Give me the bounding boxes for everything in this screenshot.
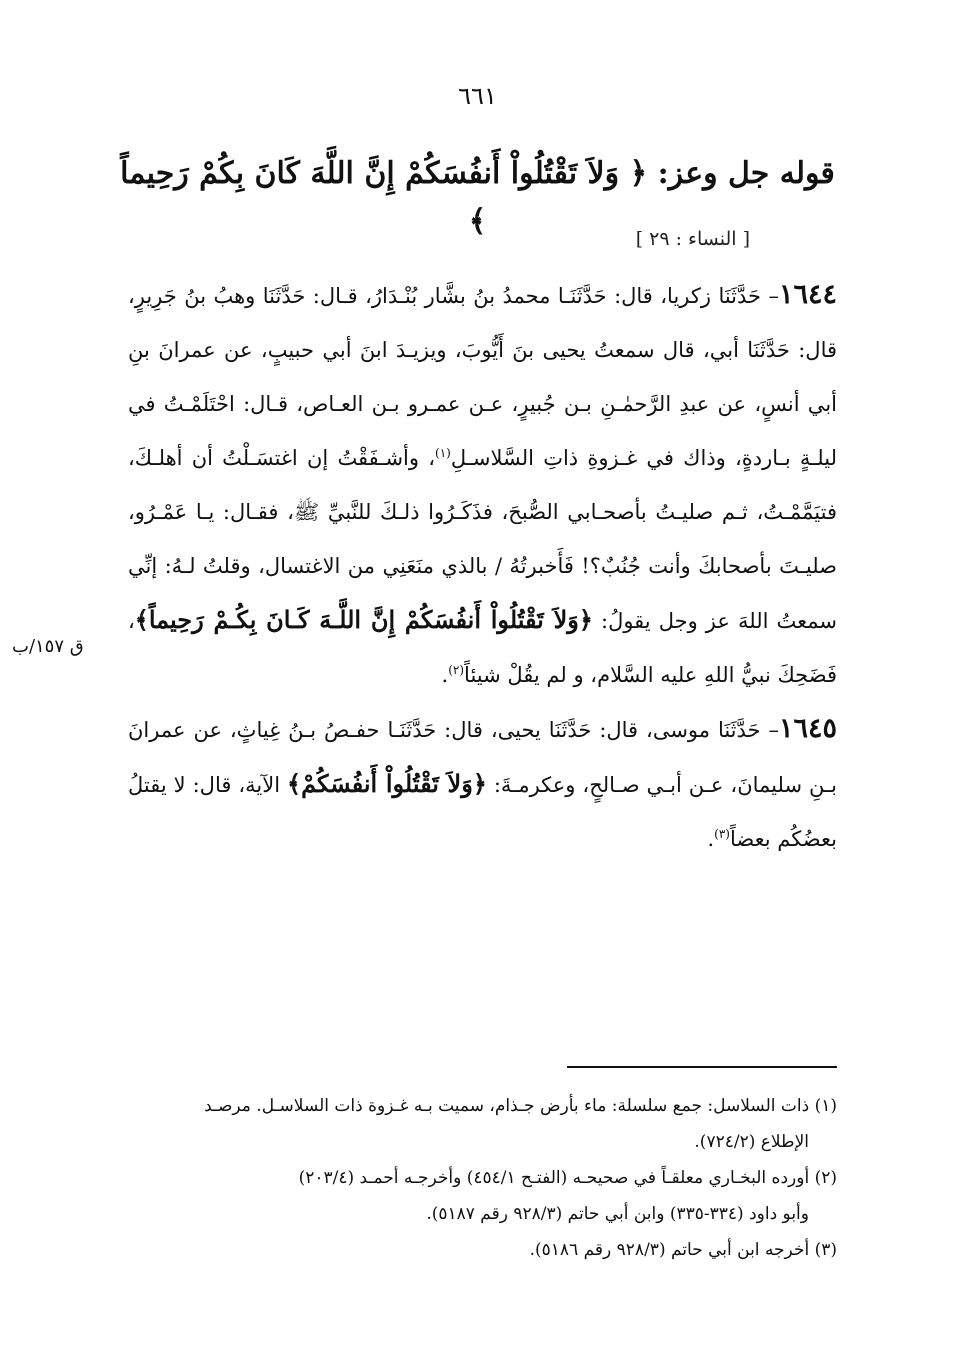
page-number: ٦٦١ — [458, 82, 497, 110]
hadith-text: ، فَضَحِكَ نبيُّ اللهِ عليه السَّلام، و لم يقُلْ شيئاً — [128, 609, 837, 687]
hadith-number: ١٦٤٤ — [778, 279, 837, 310]
footnote-3 — [130, 1232, 837, 1268]
footnote-text: (٣) أخرجه ابن أبي حاتم (٩٢٨/٣ رقم ٥١٨٦). — [529, 1240, 837, 1260]
footnote-1 — [130, 1088, 837, 1124]
footnote-text: (٢) أورده البخـاري معلقـاً في صحيحـه (الفتـح ٤٥٤/١) وأخرجـه أحمـد (٢٠٣/٤) — [298, 1168, 837, 1188]
footnote-divider — [567, 1066, 837, 1068]
quran-verse: ﴿وَلاَ تَقْتُلُواْ أَنفُسَكُمْ إِنَّ اللَّـهَ كَـانَ بِكُـمْ رَحِيماً﴾ — [134, 605, 593, 634]
footnote-1-cont — [130, 1124, 837, 1160]
footnote-2-cont — [130, 1196, 837, 1232]
footnote-marker[interactable]: (٢) — [448, 663, 465, 677]
footnote-text: وأبو داود (٣٣٤-٣٣٥) وابن أبي حاتم (٩٢٨/٣ رقم ٥١٨٧). — [426, 1204, 809, 1224]
hadith-text: – حَدَّثَنَا موسى، قال: حَدَّثَنَا يحيى، قال: حَدَّثَنَـا حفـصُ بـنُ غِياثٍ، عن عمرانَ بـنِ سليمانَ، عـن أبـي صـالحٍ، وعكرمـةَ: — [128, 718, 837, 797]
footnote-2 — [130, 1160, 837, 1196]
hadith-1645 — [128, 702, 837, 866]
footnote-text: الإطلاع (٧٢٤/٢). — [694, 1132, 809, 1152]
manuscript-margin-note: ق ١٥٧/ب — [12, 636, 84, 657]
hadith-text: ، وأشـفَقْتُ إن اغتسَـلْتُ أن أهلـكَ، فتيَمَّمْـتُ، ثـم صليـتُ بأصحـابي الصُّبحَ، فذَكَـرُوا ذلـكَ للنَّبيِّ ﷺ، فقـال: يـا عَمْـرُو، صليـتَ بأصحابكَ وأنت جُنُبٌ؟! فَأَخبرتُهُ / بالذي منَعَنِي من الاغتسال، وقلتُ لـهُ: إنِّي سمعتُ اللهَ عز وجل يقولُ: — [128, 446, 837, 633]
hadith-number: ١٦٤٥ — [778, 713, 837, 744]
hadith-text: الآية، قال: لا يقتلُ بعضُكُم بعضاً — [128, 773, 837, 851]
main-text — [128, 268, 837, 866]
hadith-text-end: . — [707, 827, 715, 851]
hadith-text: – حَدَّثَنَا زكريا، قال: حَدَّثَنَـا محمدُ بنُ بشَّار بُنْـدَارُ، قـال: حَدَّثَنَا وهبُ بنُ جَرِيرٍ، قال: حَدَّثَنَا أبي، قال سمعتُ يحيى بنَ أَيُّوبَ، ويزيـدَ ابنَ أبي حبيبٍ، عن عمرانَ بنِ أبي أنسٍ، عن عبدِ الرَّحمٰـنِ بـن جُبيرٍ، عـن عمـرو بـن العـاص، قـال: احْتَلَمْـتُ في ليلـةٍ بـاردةٍ، وذاك في غـزوةِ ذاتِ السَّلاسـلِ — [128, 284, 837, 470]
hadith-1644 — [128, 268, 837, 702]
footnote-text: (١) ذات السلاسل: جمع سلسلة: ماء بأرض جـذام، سميت بـه غـزوة ذات السلاسـل. مرصـد — [204, 1096, 837, 1116]
chapter-heading: قوله جل وعز: ﴿ وَلاَ تَقْتُلُواْ أَنفُسَكُمْ إِنَّ اللَّهَ كَانَ بِكُمْ رَحِيماً ﴾ — [120, 156, 835, 239]
hadith-text-end: . — [441, 663, 449, 687]
quran-reference: [ النساء : ٢٩ ] — [635, 228, 750, 250]
footnotes — [130, 1088, 837, 1268]
quran-verse: ﴿وَلاَ تَقْتُلُواْ أَنفُسَكُمْ﴾ — [287, 769, 487, 798]
footnote-marker[interactable]: (٣) — [714, 827, 730, 841]
footnote-marker[interactable]: (١) — [435, 446, 451, 460]
